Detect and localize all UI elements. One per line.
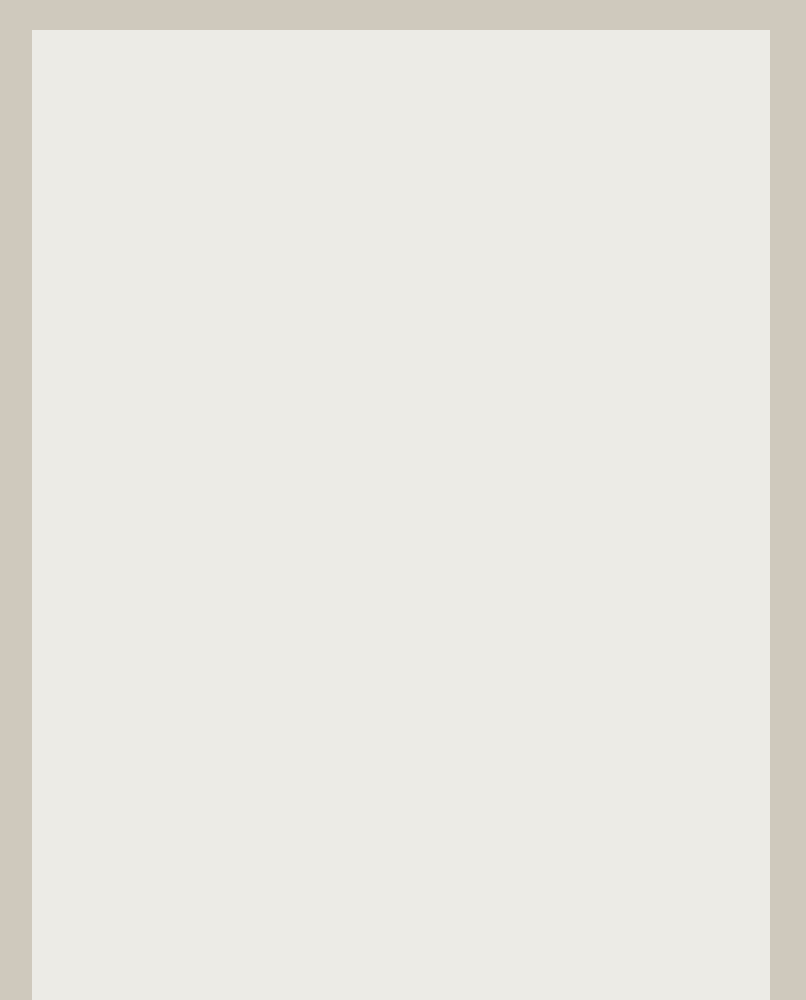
document-page bbox=[32, 30, 770, 1000]
